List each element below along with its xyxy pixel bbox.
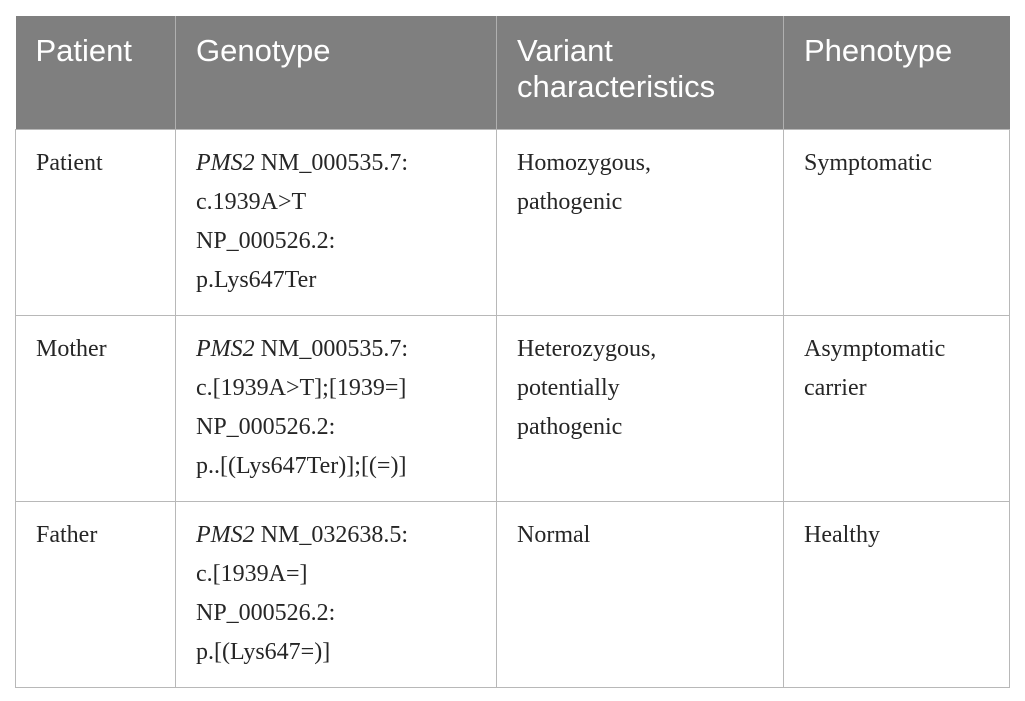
genotype-table [15, 16, 1010, 688]
cell-variant [497, 316, 784, 502]
transcript: NM_000535.7: [254, 336, 408, 362]
phenotype-line: Symptomatic [804, 150, 932, 176]
variant-line: potentially [517, 375, 620, 401]
genotype-line: c.[1939A>T];[1939=] [196, 375, 407, 401]
table-row [16, 502, 1010, 688]
genotype-line [196, 144, 476, 183]
table-row [16, 130, 1010, 316]
header-genotype: Genotype [176, 16, 497, 130]
cell-patient: Mother [16, 316, 176, 502]
cell-genotype [176, 316, 497, 502]
variant-line: Heterozygous, [517, 336, 657, 362]
genotype-line [196, 516, 476, 555]
cell-genotype [176, 502, 497, 688]
header-row [16, 16, 1010, 130]
cell-variant [497, 130, 784, 316]
phenotype-line: carrier [804, 375, 867, 401]
header-patient: Patient [16, 16, 176, 130]
cell-phenotype [784, 502, 1010, 688]
variant-line: pathogenic [517, 189, 623, 215]
genotype-line: p.[(Lys647=)] [196, 639, 331, 665]
cell-variant [497, 502, 784, 688]
cell-genotype [176, 130, 497, 316]
genotype-line: c.[1939A=] [196, 561, 308, 587]
gene-name: PMS2 [196, 522, 255, 548]
cell-patient: Father [16, 502, 176, 688]
genotype-line: c.1939A>T [196, 189, 307, 215]
header-phenotype: Phenotype [784, 16, 1010, 130]
transcript: NM_032638.5: [254, 522, 408, 548]
genotype-line [196, 330, 476, 369]
phenotype-line: Healthy [804, 522, 880, 548]
header-variant-line-2: characteristics [517, 69, 716, 104]
genotype-line: NP_000526.2: [196, 228, 336, 254]
transcript: NM_000535.7: [254, 150, 408, 176]
genotype-table-container [15, 16, 1009, 688]
table-row [16, 316, 1010, 502]
cell-patient: Patient [16, 130, 176, 316]
genotype-line: p.Lys647Ter [196, 267, 317, 293]
genotype-line: NP_000526.2: [196, 600, 336, 626]
genotype-line: NP_000526.2: [196, 414, 336, 440]
variant-line: Homozygous, [517, 150, 651, 176]
cell-phenotype [784, 316, 1010, 502]
variant-line: Normal [517, 522, 591, 548]
genotype-line: p..[(Lys647Ter)];[(=)] [196, 453, 407, 479]
gene-name: PMS2 [196, 336, 255, 362]
cell-phenotype [784, 130, 1010, 316]
variant-line: pathogenic [517, 414, 623, 440]
gene-name: PMS2 [196, 150, 255, 176]
header-variant-characteristics [497, 16, 784, 130]
phenotype-line: Asymptomatic [804, 336, 946, 362]
header-variant-line-1: Variant [517, 33, 613, 68]
